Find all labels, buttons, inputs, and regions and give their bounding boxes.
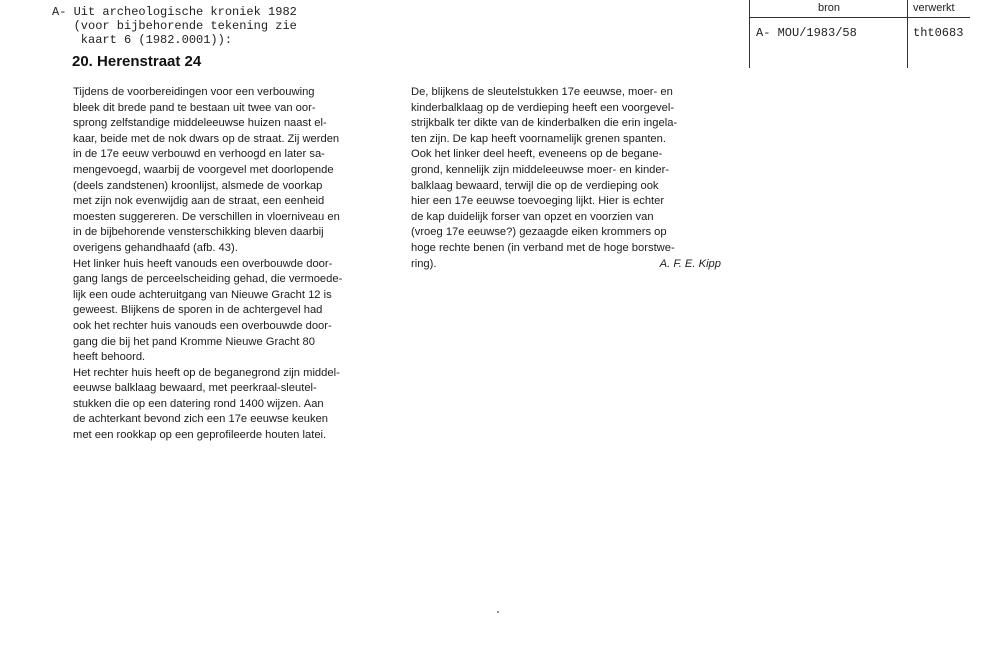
text-line: balklaag bewaard, terwijl die op de verdieping ook [411,179,659,192]
text-line: kinderbalklaag op de verdieping heeft een voorgevel- [411,101,675,114]
text-line: kaar, beide met de nok dwars op de straat. Zij werden [73,132,340,145]
header-line: A- Uit archeologische kroniek 1982 [52,5,297,19]
text-line: grond, kennelijk zijn middeleeuwse moer- en kinder- [411,163,670,176]
text-line: gang die bij het pand Kromme Nieuwe Gracht 80 [73,335,315,348]
text-line: Ook het linker deel heeft, eveneens op de begane- [411,148,663,161]
text-line: gang langs de perceelscheiding gehad, die vermoede- [73,273,343,286]
verwerkt-value: tht0683 [913,26,964,40]
bron-label: bron [818,2,841,14]
text-line: (deels zandstenen) kroonlijst, alsmede de voorkap [73,179,323,192]
author-signature: A. F. E. Kipp [659,257,721,270]
text-line: ten zijn. De kap heeft voornamelijk grenen spanten. [411,132,666,145]
bron-value: A- MOU/1983/58 [756,26,857,40]
text-line: overigens gehandhaafd (afb. 43). [73,241,238,254]
text-line: hoge rechte benen (in verband met de hoge borstwe- [411,241,675,254]
text-line: Tijdens de voorbereidingen voor een verbouwing [73,86,315,98]
article-column-left [73,85,393,444]
text-line: moesten suggereren. De verschillen in vloerniveau en [73,210,340,223]
text-line: Het rechter huis heeft op de beganegrond zijn middel- [73,366,340,379]
text-line: lijk een oude achteruitgang van Nieuwe Gracht 12 is [73,288,332,301]
text-line: De, blijkens de sleutelstukken 17e eeuwse, moer- en [411,86,673,98]
text-line: met zijn nok evenwijdig aan de straat, een eenheid [73,195,325,208]
text-line: de kap duidelijk forser van opzet en voorzien van [411,210,654,223]
header-line: kaart 6 (1982.0001)): [52,33,233,47]
header-line: (voor bijbehorende tekening zie [52,19,297,33]
closing-line [411,257,721,273]
article-title: 20. Herenstraat 24 [72,53,202,70]
text-line: bleek dit brede pand te bestaan uit twee van oor- [73,101,316,114]
last-line: ring). [411,257,437,270]
text-line: met een rookkap op een geprofileerde houten latei. [73,429,327,442]
text-line: ook het rechter huis vanouds een overbouwde door- [73,319,332,332]
text-line: Het linker huis heeft vanouds een overbouwde door- [73,257,333,270]
archive-card-table [749,0,970,68]
text-line: sprong zelfstandige middeleeuwse huizen naast el- [73,117,327,130]
text-line: stukken die op een datering rond 1400 wijzen. Aan [73,397,324,410]
text-line: heeft behoord. [73,351,146,364]
text-line: de achterkant bevond zich een 17e eeuwse keuken [73,413,329,426]
header-block [52,5,297,47]
card-column-divider [907,0,908,68]
text-line: geweest. Blijkens de sporen in de achtergevel had [73,304,323,317]
text-line: eeuwse balklaag bewaard, met peerkraal-sleutel- [73,382,317,395]
scan-speck [497,611,499,613]
text-line: strijkbalk ter dikte van de kinderbalken die erin ingela- [411,117,678,130]
text-line: mengevoegd, waarbij de voorgevel met doorlopende [73,163,334,176]
text-line: hier een 17e eeuwse toevoeging lijkt. Hier is echter [411,195,665,208]
verwerkt-label: verwerkt [913,2,955,14]
text-line: in de 17e eeuw verbouwd en verhoogd en later sa- [73,148,325,161]
text-line: (vroeg 17e eeuwse?) gezaagde eiken krommers op [411,226,667,239]
text-line: in de bijbehorende vensterschikking bleven daarbij [73,226,324,239]
article-column-right [411,85,721,272]
right-column-lines [411,85,721,257]
